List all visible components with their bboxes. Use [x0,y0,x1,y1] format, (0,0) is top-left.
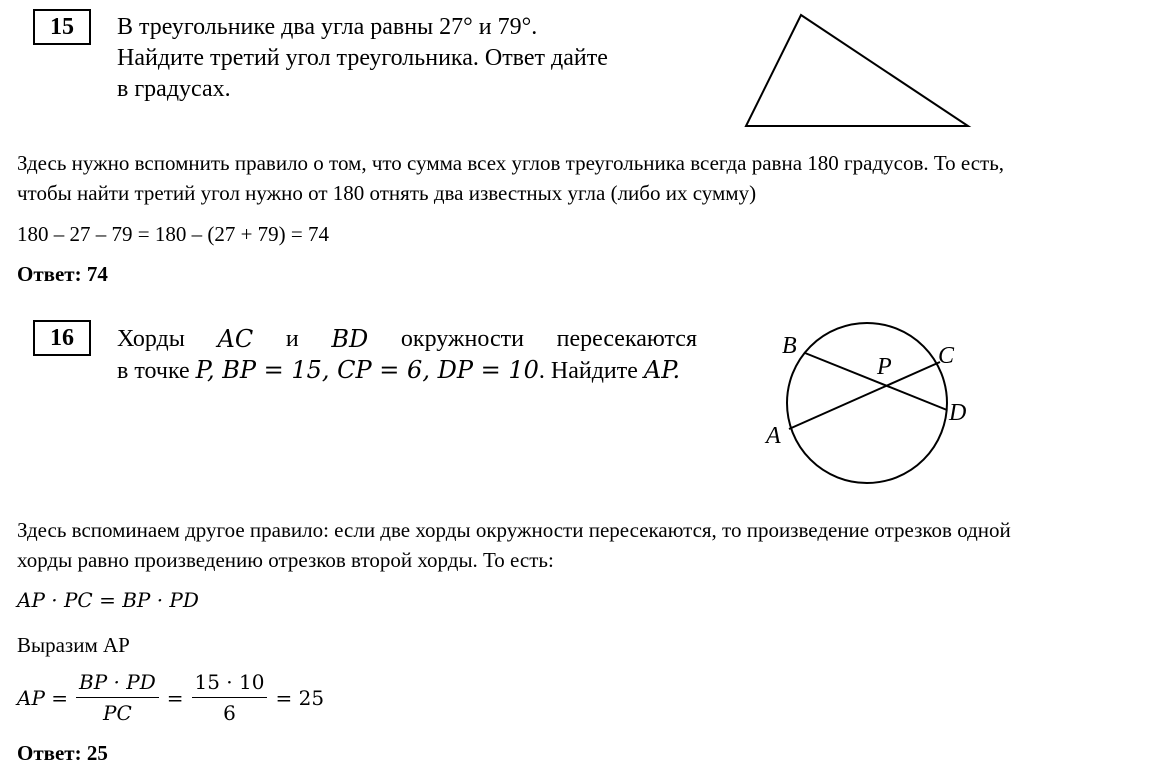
fraction-1 [76,670,159,725]
answer-16: Ответ: 25 [17,741,108,765]
task16-word-1: Хорды [117,326,185,352]
result-value: = 25 [275,685,325,710]
task16-find-ap: AP. [643,356,681,384]
task16-chord-bd: BD [331,325,369,353]
solution16-explanation [17,515,1162,575]
task16-line2-suffix: . Найдите [538,358,638,384]
triangle-shape [746,15,968,126]
chord-ac [789,362,940,429]
task16-word-and: и [285,326,299,352]
task16-line-2 [117,355,717,387]
fraction-1-denominator: PC [102,701,132,725]
chord-bd [805,353,947,410]
fraction-1-numerator: BP · PD [76,670,159,698]
label-d: D [949,400,967,426]
fraction-2-denominator: 6 [223,701,236,725]
task-number-15: 15 [33,9,91,45]
task16-statement [117,324,717,387]
task15-line-1: В треугольнике два угла равны 27° и 79°. [117,14,538,40]
task16-word-circle: окружности [400,326,524,352]
solution15-line-2: чтобы найти третий угол нужно от 180 отнять два известных угла (либо их сумму) [17,181,757,205]
circle-chords-figure [755,318,985,493]
solution16-line-2: хорды равно произведению отрезков второй хорды. То есть: [17,548,554,572]
task16-chord-ac: AC [217,325,254,353]
triangle-figure [740,8,980,133]
task16-word-intersect: пересекаются [556,326,697,352]
fraction-2 [192,670,268,725]
task15-line-2: Найдите третий угол треугольника. Ответ дайте [117,45,608,71]
solution15-equation: 180 – 27 – 79 = 180 – (27 + 79) = 74 [17,222,330,246]
task-number-16: 16 [33,320,91,356]
label-p: P [877,354,892,380]
task16-line-1 [117,324,697,355]
task16-line2-prefix: в точке [117,358,190,384]
label-c: C [938,343,955,369]
solution15-explanation [17,148,1157,208]
solution16-line-1: Здесь вспоминаем другое правило: если две хорды окружности пересекаются, то произведение отрезков одной [17,518,1011,542]
fraction-2-numerator: 15 · 10 [192,670,268,698]
formula-chord-products: AP · PC = BP · PD [17,588,199,612]
task15-line-3: в градусах. [117,76,231,102]
express-ap-label: Выразим AP [17,633,130,657]
equals-sign: = [166,685,184,710]
fraction-equation [17,670,324,725]
frac-lhs: AP = [17,685,69,710]
solution15-line-1: Здесь нужно вспомнить правило о том, что сумма всех углов треугольника всегда равна 180 градусов. То есть, [17,151,1005,175]
task15-statement [117,12,677,105]
answer-15: Ответ: 74 [17,262,108,286]
label-a: A [766,423,781,449]
task16-given-values: P, BP = 15, CP = 6, DP = 10 [195,356,539,384]
circle-shape [787,323,947,483]
label-b: B [782,333,797,359]
